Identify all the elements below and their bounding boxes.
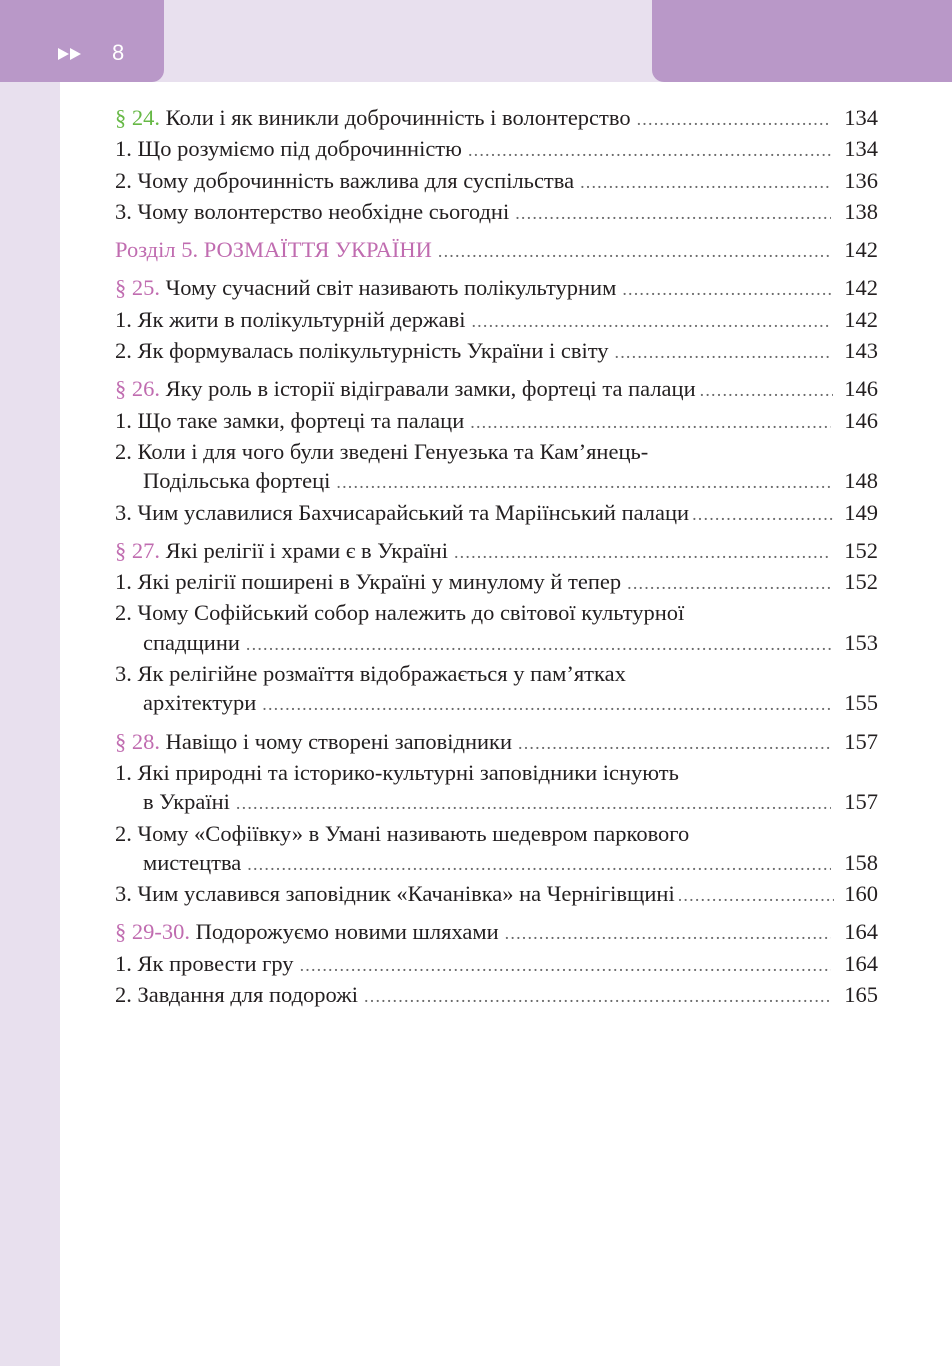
paragraph-title: Подорожуємо новими шляхами <box>195 919 499 945</box>
page-ref: 146 <box>844 376 878 402</box>
toc-entry <box>115 498 878 529</box>
toc-entry <box>115 727 878 758</box>
toc-entry <box>115 406 878 437</box>
paragraph-title: Які релігії і храми є в Україні <box>165 537 448 563</box>
item-title: 2. Чому доброчинність важлива для суспільства <box>115 167 575 193</box>
item-title-line1: 2. Коли і для чого були зведені Генуезька та Кам’янець- <box>115 438 649 464</box>
toc-entry <box>115 879 878 910</box>
dot-leader <box>627 569 831 598</box>
dot-leader <box>471 307 831 336</box>
dot-leader <box>262 690 831 719</box>
dot-leader <box>454 538 831 567</box>
page-ref: 143 <box>844 338 878 364</box>
page-ref: 164 <box>844 950 878 976</box>
dot-leader <box>336 468 831 497</box>
dot-leader <box>247 850 831 879</box>
item-title-line1: 2. Чому «Софіївку» в Умані називають шедевром паркового <box>115 820 690 846</box>
item-title-line1: 3. Як релігійне розмаїття відображається у пам’ятках <box>115 661 626 687</box>
dot-leader <box>505 919 831 948</box>
item-title: 3. Чому волонтерство необхідне сьогодні <box>115 198 510 224</box>
item-title: 1. Що таке замки, фортеці та палаци <box>115 407 465 433</box>
toc-entry <box>115 103 878 134</box>
paragraph-number: § 26. <box>115 376 160 402</box>
dot-leader <box>622 275 831 304</box>
toc-entry <box>115 980 878 1011</box>
item-title: 1. Що розуміємо під доброчинністю <box>115 136 462 162</box>
item-title-line2: спадщини <box>143 629 240 655</box>
item-title: 1. Як жити в полікультурній державі <box>115 306 466 332</box>
dot-leader <box>678 881 834 910</box>
item-title-line1: 2. Чому Софійський собор належить до світової культурної <box>115 600 685 626</box>
paragraph-number: § 27. <box>115 537 160 563</box>
paragraph-title: Чому сучасний світ називають полікультурним <box>165 275 617 301</box>
page-ref: 138 <box>844 198 878 224</box>
toc-entry <box>115 166 878 197</box>
left-margin-band <box>0 0 60 1366</box>
toc-entry <box>115 305 878 336</box>
toc-entry <box>115 917 878 948</box>
page-number: 8 <box>112 40 125 65</box>
item-title: 1. Як провести гру <box>115 950 294 976</box>
item-title-line1: 1. Які природні та історико-культурні заповідники існують <box>115 759 679 785</box>
dot-leader <box>364 982 831 1011</box>
page-ref: 134 <box>844 136 878 162</box>
item-title-line2: мистецтва <box>143 849 242 875</box>
dot-leader <box>637 105 831 134</box>
dot-leader <box>236 789 831 818</box>
page-ref: 155 <box>844 690 878 716</box>
page-ref: 149 <box>844 499 878 525</box>
page-ref: 146 <box>844 407 878 433</box>
toc-entry <box>115 819 878 880</box>
page-ref: 152 <box>844 537 878 563</box>
page-ref: 148 <box>844 468 878 494</box>
toc-entry <box>115 134 878 165</box>
page-ref: 164 <box>844 919 878 945</box>
paragraph-number: § 24. <box>115 105 160 130</box>
page-ref: 134 <box>844 105 878 130</box>
item-title: 3. Чим уславилися Бахчисарайський та Маріїнський палаци <box>115 499 690 525</box>
toc-entry <box>115 567 878 598</box>
toc-entry <box>115 536 878 567</box>
item-title: 1. Які релігії поширені в Україні у минулому й тепер <box>115 569 622 595</box>
dot-leader <box>580 168 831 197</box>
dot-leader <box>470 408 831 437</box>
toc-section-entry <box>115 235 878 266</box>
dot-leader <box>300 951 831 980</box>
page-ref: 165 <box>844 982 878 1008</box>
item-title-line2: Подільська фортеці <box>143 468 331 494</box>
paragraph-title: Яку роль в історії відігравали замки, фортеці та палаци <box>165 376 696 402</box>
page-ref: 136 <box>844 167 878 193</box>
item-title-line2: архітектури <box>143 690 257 716</box>
dot-leader <box>468 136 831 165</box>
paragraph-number: § 25. <box>115 275 160 301</box>
page-ref: 142 <box>844 237 878 263</box>
page-ref: 157 <box>844 789 878 815</box>
item-title-line2: в Україні <box>143 789 230 815</box>
paragraph-number: § 29-30. <box>115 919 190 945</box>
toc-entry <box>115 758 878 819</box>
paragraph-title: Коли і як виникли доброчинність і волонтерство <box>165 105 631 130</box>
item-title: 2. Завдання для подорожі <box>115 982 359 1008</box>
toc-entry <box>115 949 878 980</box>
page-ref: 142 <box>844 306 878 332</box>
toc-entry <box>115 197 878 228</box>
dot-leader <box>515 199 831 228</box>
header-tab-left <box>0 0 164 82</box>
page-ref: 142 <box>844 275 878 301</box>
page-ref: 153 <box>844 629 878 655</box>
dot-leader <box>692 500 834 529</box>
toc-entry <box>115 273 878 304</box>
header-tab-right <box>652 0 952 82</box>
item-title: 2. Як формувалась полікультурність України і світу <box>115 338 609 364</box>
page-ref: 158 <box>844 849 878 875</box>
dot-leader <box>700 376 833 405</box>
dot-leader <box>615 338 831 367</box>
toc-entry <box>115 374 878 405</box>
page-ref: 157 <box>844 728 878 754</box>
dot-leader <box>438 237 831 266</box>
toc-entry <box>115 598 878 659</box>
paragraph-number: § 28. <box>115 728 160 754</box>
dot-leader <box>518 729 831 758</box>
paragraph-title: Навіщо і чому створені заповідники <box>165 728 513 754</box>
table-of-contents <box>115 103 878 1011</box>
toc-entry <box>115 437 878 498</box>
item-title: 3. Чим уславився заповідник «Качанівка» на Чернігівщині <box>115 881 675 907</box>
toc-entry <box>115 336 878 367</box>
section-title: Розділ 5. РОЗМАЇТТЯ УКРАЇНИ <box>115 237 432 263</box>
dot-leader <box>246 630 831 659</box>
toc-entry <box>115 659 878 720</box>
double-arrow-icon <box>58 48 81 60</box>
page-ref: 160 <box>844 881 878 907</box>
page-ref: 152 <box>844 569 878 595</box>
